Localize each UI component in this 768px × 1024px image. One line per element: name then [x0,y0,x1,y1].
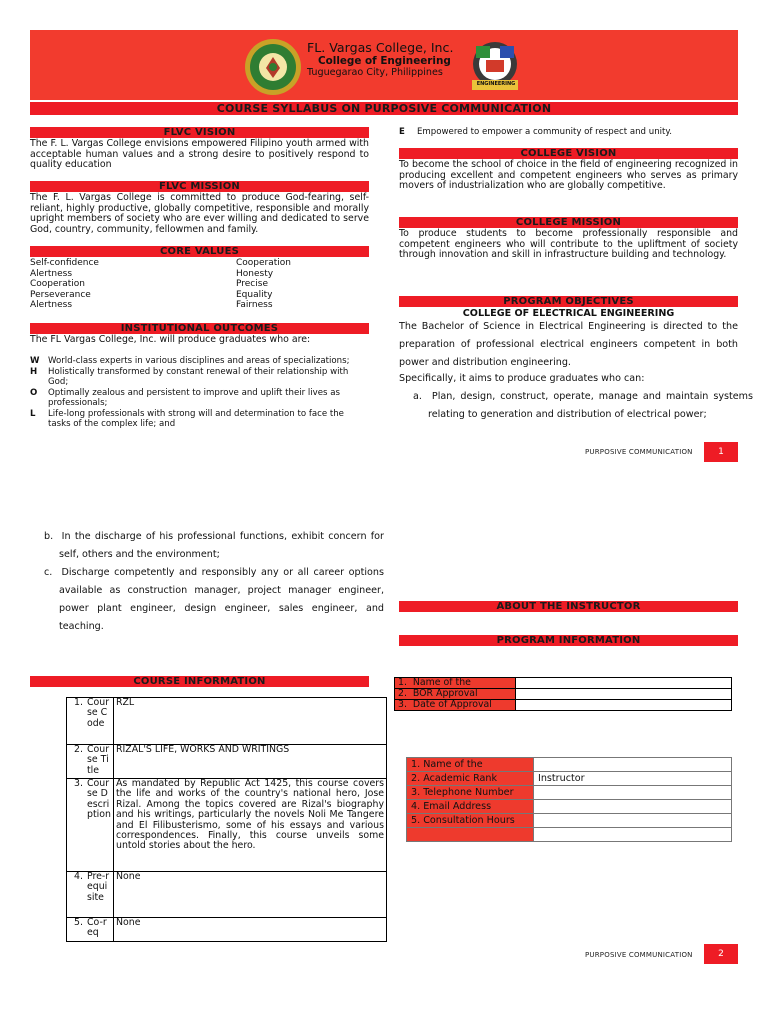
outcome-item-e: E Empowered to empower a community of respect and unity. [399,127,672,137]
core-values-row: Alertness Honesty [30,268,274,279]
core-values-row: Self-confidence Cooperation [30,258,292,268]
course-info-label: Co-req [85,918,114,942]
department-name: College of Engineering [318,55,451,67]
instructor-info-label: 3. Telephone Number [407,786,534,800]
flvc-mission-heading: FLVC MISSION [30,181,369,192]
program-information-heading: PROGRAM INFORMATION [399,635,738,646]
outcome-item: L Life-long professionals with strong will and determination to face the tasks of the complex life; and [30,409,344,429]
program-objectives-subheading: COLLEGE OF ELECTRICAL ENGINEERING [462,308,675,319]
footer-label-page2: PURPOSIVE COMMUNICATION [585,951,693,959]
course-info-num: 1. [67,698,86,745]
outcome-item: W World-class experts in various disciplines and areas of specializations; [30,356,350,366]
program-info-label: 2. BOR Approval [395,689,516,700]
course-info-num: 2. [67,745,86,779]
table-row [407,814,732,828]
program-objectives-specifically: Specifically, it aims to produce graduates who can: [399,373,645,384]
course-info-num: 5. [67,918,86,942]
college-location: Tuguegarao City, Philippines [307,67,443,78]
instructor-info-label: 4. Email Address [407,800,534,814]
engineering-logo-text: ENGINEERING [476,81,516,87]
instructor-info-value[interactable] [534,786,732,800]
course-info-label: Course Code [85,698,114,745]
footer-label-page1: PURPOSIVE COMMUNICATION [585,448,693,456]
college-vision-text: To become the school of choice in the field of engineering recognized in producing excellent and competent engineers who serves as primary movers of industrialization who are globally competitive. [399,159,738,192]
table-row [407,800,732,814]
program-objectives-text: The Bachelor of Science in Electrical Engineering is directed to the preparation of professional electrical engineers competent in both power and distribution engineering. [399,321,738,368]
table-row [67,779,387,872]
outcome-item: O Optimally zealous and persistent to improve and uplift their lives as professionals; [30,388,340,408]
instructor-info-value[interactable]: Instructor [534,772,732,786]
outcome-item: H Holistically transformed by constant renewal of their relationship with God; [30,367,349,387]
course-info-label: Course Description [85,779,114,872]
instructor-info-table [406,757,732,842]
institutional-outcomes-intro: The FL Vargas College, Inc. will produce graduates who are: [30,334,311,345]
table-row [67,698,387,745]
institutional-outcomes-heading: INSTITUTIONAL OUTCOMES [30,323,369,334]
objective-item-a: a. Plan, design, construct, operate, manage and maintain systems relating to generation and distribution of electrical power; [413,391,753,420]
table-row [395,678,732,689]
course-info-num: 4. [67,872,86,918]
table-row [67,918,387,942]
program-objectives-heading: PROGRAM OBJECTIVES [399,296,738,307]
college-name: FL. Vargas College, Inc. [307,40,454,55]
course-info-value: None [114,872,387,918]
program-information-table [394,677,732,711]
college-mission-text: To produce students to become professionally responsible and competent engineers who will contribute to the upliftment of society through innovation and skill in infrastructure building and technology. [399,228,738,261]
program-info-label: 1. Name of the [395,678,516,689]
core-values-row: Perseverance Equality [30,289,273,300]
college-mission-heading: COLLEGE MISSION [399,217,738,228]
instructor-info-label: 2. Academic Rank [407,772,534,786]
table-row [407,772,732,786]
table-row [67,872,387,918]
table-row [407,786,732,800]
table-row [67,745,387,779]
syllabus-title: COURSE SYLLABUS ON PURPOSIVE COMMUNICATION [30,102,738,115]
program-info-value[interactable] [516,689,732,700]
course-information-heading: COURSE INFORMATION [30,676,369,687]
table-row [407,758,732,772]
course-info-value: RIZAL'S LIFE, WORKS AND WRITINGS [114,745,387,779]
course-info-label: Course Title [85,745,114,779]
instructor-info-value[interactable] [534,828,732,842]
program-info-label: 3. Date of Approval [395,700,516,711]
course-info-label: Pre-requisite [85,872,114,918]
table-row [395,689,732,700]
core-values-row: Alertness Fairness [30,300,273,311]
flvc-vision-heading: FLVC VISION [30,127,369,138]
instructor-info-value[interactable] [534,814,732,828]
course-info-value: None [114,918,387,942]
instructor-info-label: 1. Name of the [407,758,534,772]
college-seal-logo [244,38,302,96]
course-info-num: 3. [67,779,86,872]
flvc-vision-text: The F. L. Vargas College envisions empowered Filipino youth armed with acceptable human values and a strong desire to positively respond to quality education [30,138,369,171]
instructor-info-value[interactable] [534,800,732,814]
outcomes-list [30,356,369,430]
page-number-2: 2 [704,944,738,964]
core-values-heading: CORE VALUES [30,246,369,257]
program-info-value[interactable] [516,678,732,689]
course-info-value: RZL [114,698,387,745]
table-row [407,828,732,842]
objective-item-b: b. In the discharge of his professional functions, exhibit concern for self, others and the environment; [44,531,384,560]
core-values-row: Cooperation Precise [30,279,268,290]
about-instructor-heading: ABOUT THE INSTRUCTOR [399,601,738,612]
course-info-value: As mandated by Republic Act 1425, this course covers the life and works of the country's national hero, Jose Rizal. Among the topics covered are Rizal's biography and his writings, particularly the novels Noli Me Tangere and El Filibusterismo, some of his essays and various correspondences. Finally, this course unveils some untold stories about the hero. [114,779,387,872]
instructor-info-value[interactable] [534,758,732,772]
page-number-1: 1 [704,442,738,462]
objective-item-c: c. Discharge competently and responsibly any or all career options available as construction manager, project manager engineer, power plant engineer, design engineer, sales engineer, and teaching. [44,567,384,632]
college-vision-heading: COLLEGE VISION [399,148,738,159]
instructor-info-label [407,828,534,842]
program-info-value[interactable] [516,700,732,711]
flvc-mission-text: The F. L. Vargas College is committed to produce God-fearing, self-reliant, highly productive, globally competitive, responsible and morally upright members of society who are ever willing and dedicated to serve God, country, community, fellowmen and family. [30,192,369,235]
instructor-info-label: 5. Consultation Hours [407,814,534,828]
course-information-table [66,697,387,942]
core-values-list [30,258,369,311]
table-row [395,700,732,711]
